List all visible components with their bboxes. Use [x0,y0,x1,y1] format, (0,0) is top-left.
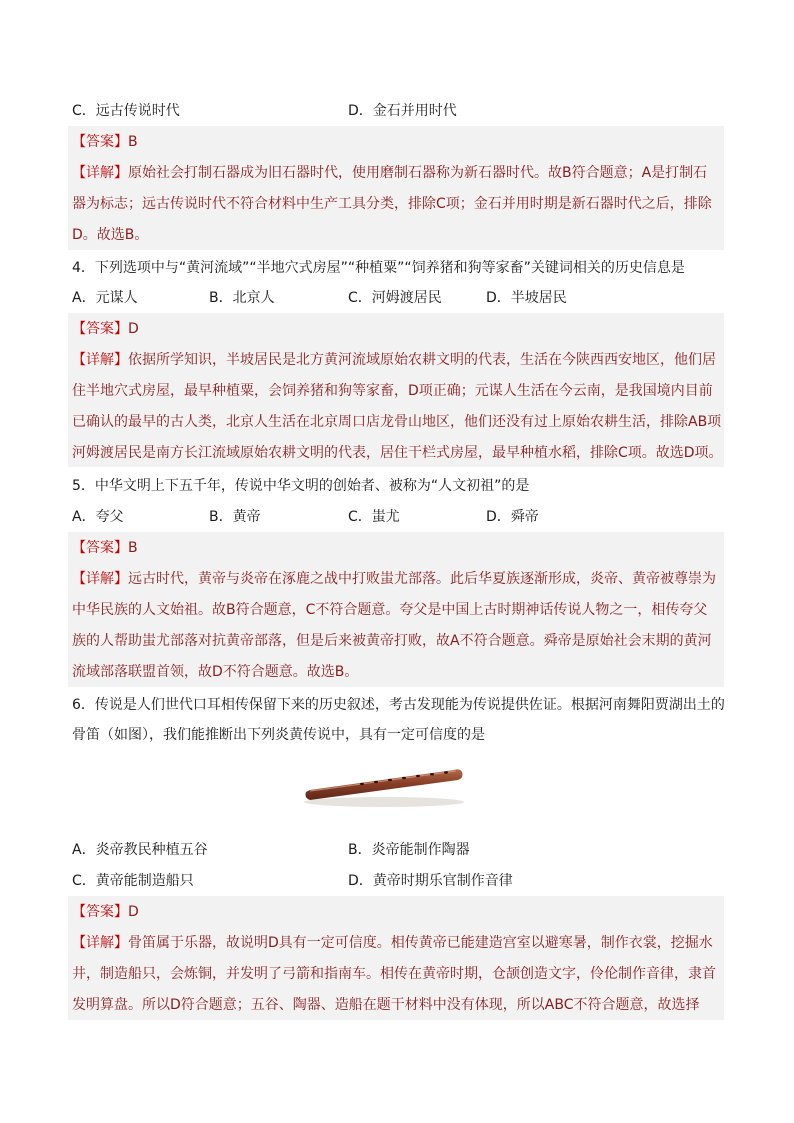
q4-answer: D [128,321,139,337]
q5-detail-line-2: 中华民族的人文始祖。故B符合题意，C不符合题意。夸父是中国上古时期神话传说人物之一，相传夸父 [72,602,708,618]
q4-option-b: B．北京人 [209,290,275,306]
q6-option-b: B．炎帝能制作陶器 [348,842,470,858]
detail-tag: 【详解】 [72,935,128,951]
q4-option-d: D．半坡居民 [486,290,567,306]
q3-answer: B [128,134,138,150]
q4-stem: 4．下列选项中与“黄河流域”“半地穴式房屋”“种植粟”“饲养猪和狗等家畜”关键词相关的历史信息是 [72,260,685,276]
bone-flute-image [300,762,466,812]
q6-stem-line-1: 6．传说是人们世代口耳相传保留下来的历史叙述，考古发现能为传说提供佐证。根据河南舞阳贾湖出土的 [72,697,725,713]
q4-option-a: A．元谋人 [72,290,138,306]
q6-option-d: D．黄帝时期乐官制作音律 [348,873,513,889]
q6-answer-box [68,896,724,1020]
detail-tag: 【详解】 [72,571,128,587]
q4-answer-line [72,319,722,339]
q6-answer: D [128,904,139,920]
q5-answer-line [72,538,722,558]
q5-stem: 5．中华文明上下五千年，传说中华文明的创始者、被称为“人文初祖”的是 [72,478,530,494]
q5-detail-line-1: 【详解】远古时代，黄帝与炎帝在涿鹿之战中打败蚩尤部落。此后华夏族逐渐形成，炎帝、黄帝被尊崇为 [72,571,716,587]
q5-detail-line-4: 流域部落联盟首领，故D不符合题意。故选B。 [72,664,359,680]
q3-option-c: C．远古传说时代 [72,103,180,119]
q5-answer: B [128,540,138,556]
answer-tag: 【答案】 [72,540,128,556]
q3-answer-line [72,132,722,152]
q4-answer-box [68,313,724,467]
detail-tag: 【详解】 [72,165,128,181]
q6-detail-line-1: 【详解】骨笛属于乐器，故说明D具有一定可信度。相传黄帝已能建造宫室以避寒暑，制作衣裳，挖掘水 [72,935,713,951]
q3-detail-line-1: 【详解】原始社会打制石器成为旧石器时代，使用磨制石器称为新石器时代。故B符合题意；A是打制石 [72,165,708,181]
q6-stem-line-2: 骨笛（如图），我们能推断出下列炎黄传说中，具有一定可信度的是 [72,727,485,743]
detail-tag: 【详解】 [72,352,128,368]
q4-option-c: C．河姆渡居民 [348,290,442,306]
answer-tag: 【答案】 [72,321,128,337]
q3-detail-line-2: 器为标志；远古传说时代不符合材料中生产工具分类，排除C项；金石并用时期是新石器时代之后，排除 [72,196,712,212]
q5-detail-line-3: 族的人帮助蚩尤部落对抗黄帝部落，但是后来被黄帝打败，故A不符合题意。舜帝是原始社会末期的黄河 [72,633,712,649]
answer-tag: 【答案】 [72,134,128,150]
q5-option-d: D．舜帝 [486,509,539,525]
q3-detail-line-3: D。故选B。 [72,227,149,243]
q4-detail-line-3: 已确认的最早的古人类，北京人生活在北京周口店龙骨山地区，他们还没有过上原始农耕生活，排除AB项 [72,414,722,430]
q4-detail-line-2: 住半地穴式房屋，最早种植粟，会饲养猪和狗等家畜，D项正确；元谋人生活在今云南，是我国境内目前 [72,383,713,399]
q6-option-c: C．黄帝能制造船只 [72,873,194,889]
q3-answer-box [68,126,724,250]
q5-option-c: C．蚩尤 [348,509,400,525]
q6-option-a: A．炎帝教民种植五谷 [72,842,208,858]
q4-detail-line-1: 【详解】依据所学知识，半坡居民是北方黄河流域原始农耕文明的代表，生活在今陕西西安地区，他们居 [72,352,716,368]
q5-option-b: B．黄帝 [209,509,261,525]
q3-option-d: D．金石并用时代 [348,103,457,119]
q6-detail-line-2: 井，制造船只，会炼铜，并发明了弓箭和指南车。相传在黄帝时期，仓颉创造文字，伶伦制作音律，隶首 [72,966,716,982]
q5-option-a: A．夸父 [72,509,124,525]
q6-answer-line [72,902,722,922]
q4-detail-line-4: 河姆渡居民是南方长江流域原始农耕文明的代表，居住干栏式房屋，最早种植水稻，排除C项。故选D项。 [72,445,723,461]
q5-answer-box [68,532,724,687]
q6-detail-line-3: 发明算盘。所以D符合题意；五谷、陶器、造船在题干材料中没有体现，所以ABC不符合题意，故选择 [72,997,700,1013]
answer-tag: 【答案】 [72,904,128,920]
